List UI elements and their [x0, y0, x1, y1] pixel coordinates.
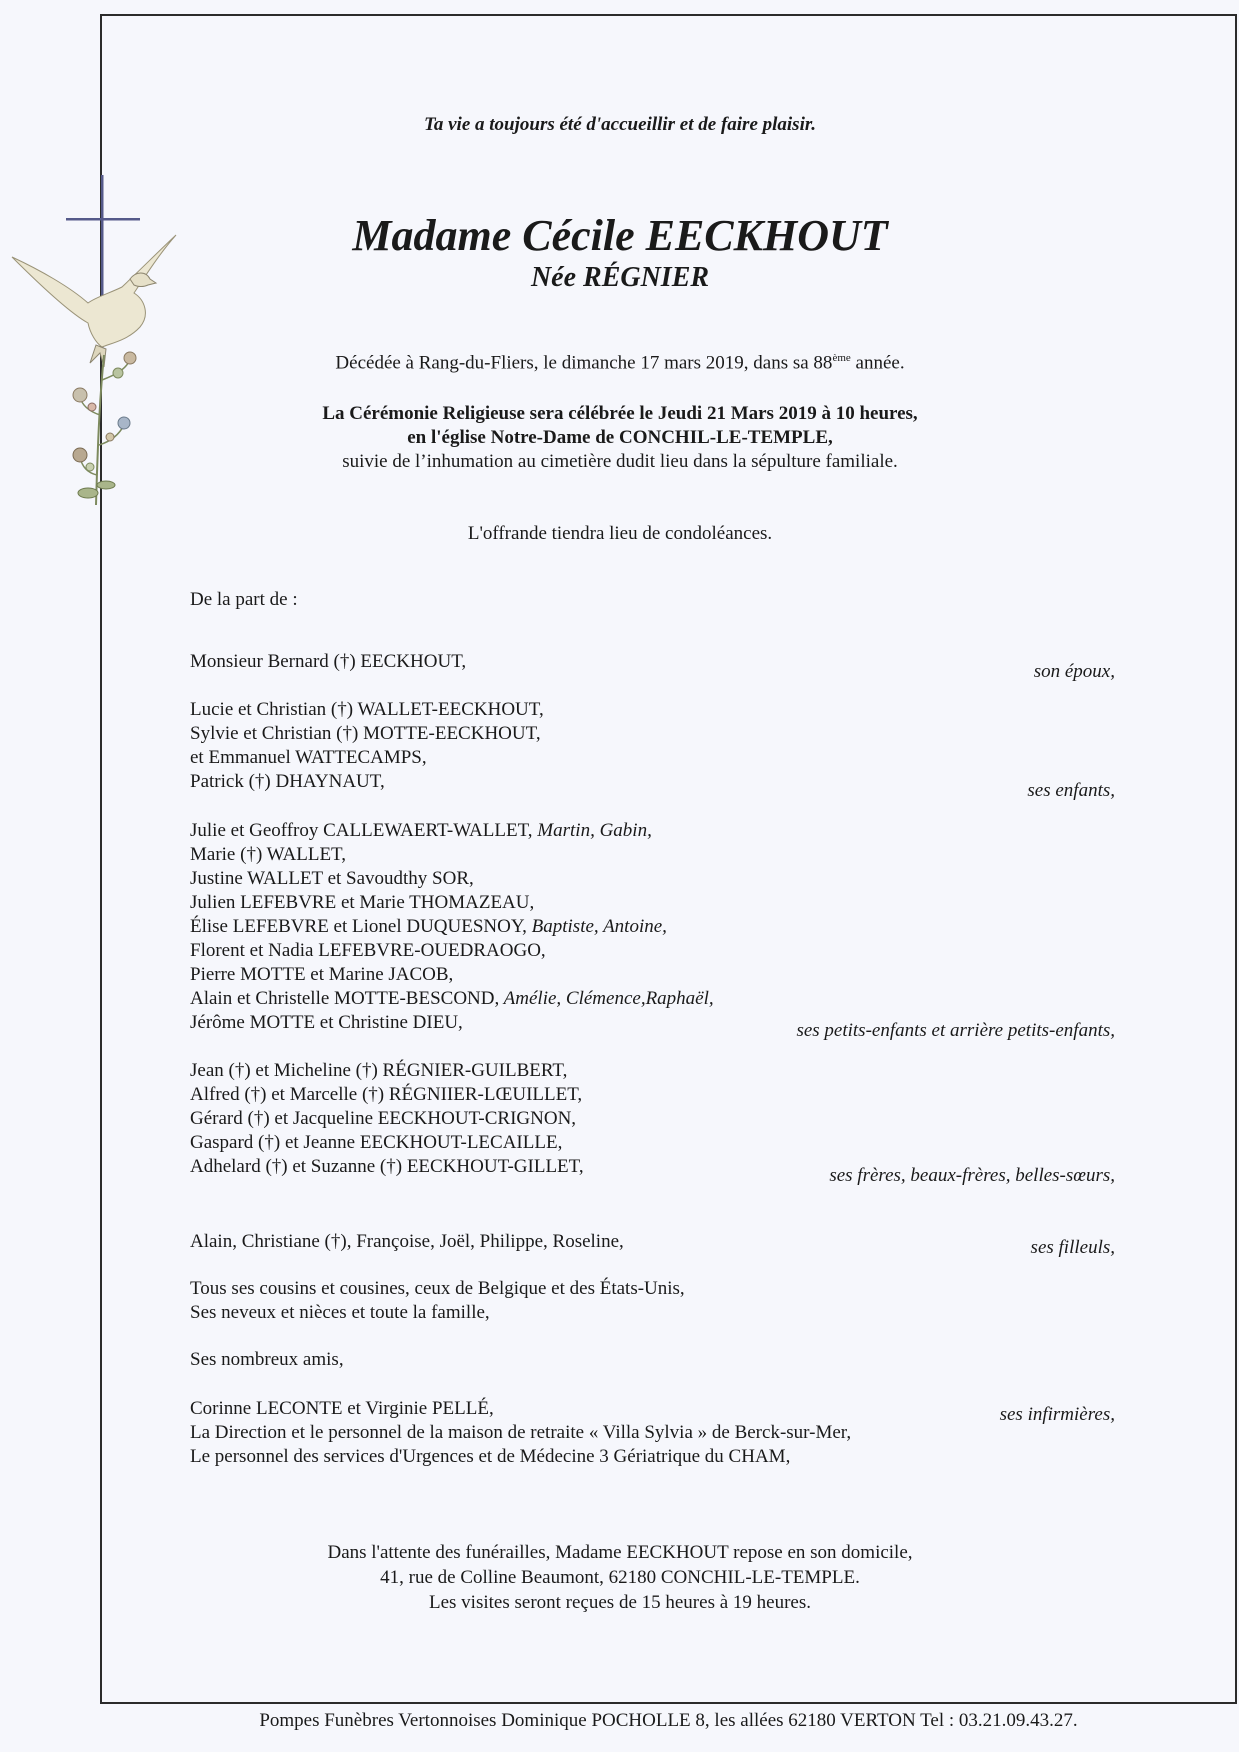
siblings-line: Gérard (†) et Jacqueline EECKHOUT-CRIGNON, [190, 1108, 577, 1129]
death-notice: Décédée à Rang-du-Fliers, le dimanche 17 mars 2019, dans sa 88ème année. [335, 352, 905, 374]
grandchildren-line: Julie et Geoffroy CALLEWAERT-WALLET, Martin, Gabin, [190, 820, 652, 841]
grandchildren-line: Alain et Christelle MOTTE-BESCOND, Amélie, Clémence,Raphaël, [190, 988, 714, 1009]
ceremony-line-3: suivie de l’inhumation au cimetière dudit lieu dans la sépulture familiale. [342, 451, 898, 472]
grandchildren-line: Jérôme MOTTE et Christine DIEU, [190, 1012, 463, 1033]
grandchildren-line: Florent et Nadia LEFEBVRE-OUEDRAOGO, [190, 940, 546, 961]
siblings-line: Alfred (†) et Marcelle (†) RÉGNIIER-LŒUILLET, [190, 1084, 583, 1105]
funeral-line-2: 41, rue de Colline Beaumont, 62180 CONCHIL-LE-TEMPLE. [380, 1567, 860, 1588]
ceremony-line-2: en l'église Notre-Dame de CONCHIL-LE-TEMPLE, [407, 427, 833, 448]
relation-siblings: ses frères, beaux-frères, belles-sœurs, [829, 1165, 1115, 1186]
funeral-line-3: Les visites seront reçues de 15 heures à 19 heures. [429, 1592, 811, 1613]
children-line: et Emmanuel WATTECAMPS, [190, 747, 427, 768]
relation-spouse: son époux, [1033, 661, 1115, 682]
siblings-line: Jean (†) et Micheline (†) RÉGNIER-GUILBERT, [190, 1060, 568, 1081]
spouse-line: Monsieur Bernard (†) EECKHOUT, [190, 651, 467, 672]
children-line: Patrick (†) DHAYNAUT, [190, 771, 385, 792]
funeral-home-footer: Pompes Funèbres Vertonnoises Dominique POCHOLLE 8, les allées 62180 VERTON Tel : 03.21.09.43.27. [259, 1710, 1078, 1731]
siblings-line: Gaspard (†) et Jeanne EECKHOUT-LECAILLE, [190, 1132, 563, 1153]
deceased-name: Madame Cécile EECKHOUT [352, 211, 888, 260]
border-right [1235, 14, 1237, 1704]
children-line: Sylvie et Christian (†) MOTTE-EECKHOUT, [190, 723, 541, 744]
godchildren-line: Alain, Christiane (†), Françoise, Joël, Philippe, Roseline, [190, 1231, 624, 1252]
de-la-part-heading: De la part de : [190, 589, 298, 610]
relation-children: ses enfants, [1027, 780, 1115, 801]
siblings-line: Adhelard (†) et Suzanne (†) EECKHOUT-GILLET, [190, 1156, 584, 1177]
dove-icon [12, 235, 176, 367]
relation-grandchildren: ses petits-enfants et arrière petits-enfants, [796, 1020, 1115, 1041]
friends-line: Ses nombreux amis, [190, 1349, 344, 1370]
funeral-info [170, 1540, 1070, 1615]
cousins-line: Ses neveux et nièces et toute la famille, [190, 1302, 490, 1323]
relation-godchildren: ses filleuls, [1030, 1237, 1115, 1258]
motto: Ta vie a toujours été d'accueillir et de faire plaisir. [424, 114, 816, 135]
maiden-name: Née RÉGNIER [530, 262, 710, 293]
grandchildren-line: Julien LEFEBVRE et Marie THOMAZEAU, [190, 892, 535, 913]
nurses-line: La Direction et le personnel de la maison de retraite « Villa Sylvia » de Berck-sur-Mer, [190, 1422, 852, 1443]
border-top [100, 14, 1237, 16]
grandchildren-line: Élise LEFEBVRE et Lionel DUQUESNOY, Baptiste, Antoine, [190, 916, 667, 937]
border-bottom [100, 1702, 1237, 1704]
grandchildren-line: Pierre MOTTE et Marine JACOB, [190, 964, 454, 985]
cross-dove-flowers-icon [0, 175, 190, 520]
relation-nurses: ses infirmières, [999, 1404, 1115, 1425]
ceremony-line-1: La Cérémonie Religieuse sera célébrée le Jeudi 21 Mars 2019 à 10 heures, [322, 403, 918, 424]
flowers-icon [73, 352, 136, 505]
children-line: Lucie et Christian (†) WALLET-EECKHOUT, [190, 699, 544, 720]
ceremony-info [170, 402, 1070, 474]
grandchildren-line: Justine WALLET et Savoudthy SOR, [190, 868, 474, 889]
offrande-note: L'offrande tiendra lieu de condoléances. [467, 523, 773, 544]
funeral-line-1: Dans l'attente des funérailles, Madame EECKHOUT repose en son domicile, [327, 1542, 913, 1563]
grandchildren-line: Marie (†) WALLET, [190, 844, 346, 865]
nurses-line: Corinne LECONTE et Virginie PELLÉ, [190, 1398, 494, 1419]
nurses-line: Le personnel des services d'Urgences et de Médecine 3 Gériatrique du CHAM, [190, 1446, 791, 1467]
cousins-line: Tous ses cousins et cousines, ceux de Belgique et des États-Unis, [190, 1278, 685, 1299]
